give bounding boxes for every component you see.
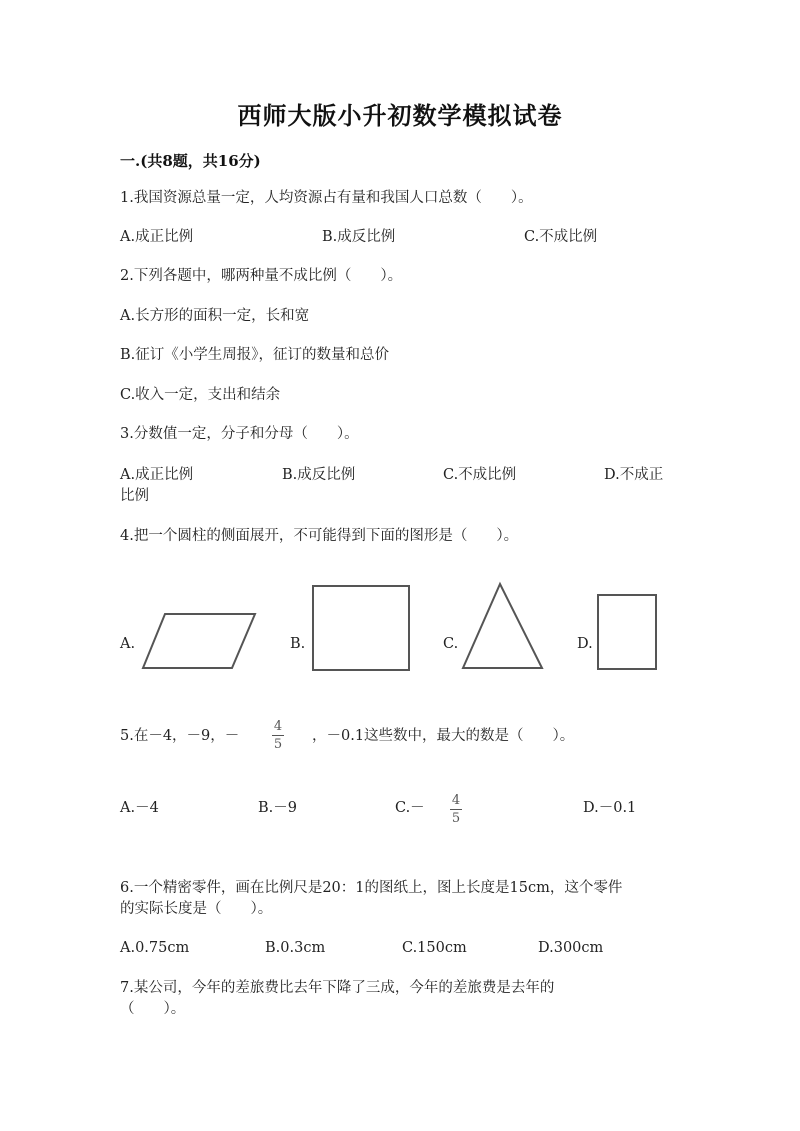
question-3-option-a: A.成正比例 xyxy=(120,467,194,483)
question-7-stem-line2: （ ）。 xyxy=(120,1001,186,1017)
question-3-option-d-continued: 比例 xyxy=(120,488,149,504)
question-5-option-c: C.－ xyxy=(395,800,425,816)
question-2-option-b: B.征订《小学生周报》，征订的数量和总价 xyxy=(120,347,390,363)
question-2-option-c: C.收入一定，支出和结余 xyxy=(120,387,281,403)
question-2-stem: 2.下列各题中，哪两种量不成比例（ ）。 xyxy=(120,268,403,284)
question-5-option-d: D.－0.1 xyxy=(583,800,637,816)
question-6-stem-line2: 的实际长度是（ ）。 xyxy=(120,901,273,917)
question-5-option-b: B.－9 xyxy=(258,800,297,816)
question-3-option-d: D.不成正 xyxy=(604,467,664,483)
question-1-option-a: A.成正比例 xyxy=(120,229,194,245)
question-5-stem-part2: ，－0.1这些数中，最大的数是（ ）。 xyxy=(312,728,575,744)
rectangle-shape xyxy=(596,593,658,671)
fraction-bar xyxy=(450,809,462,810)
fraction-denominator: 5 xyxy=(273,737,283,752)
question-6-option-d: D.300cm xyxy=(538,940,604,956)
question-5-option-a: A.－4 xyxy=(120,800,159,816)
triangle-shape xyxy=(460,582,546,672)
question-5-stem-part1: 5.在－4，－9，－ xyxy=(120,728,240,744)
question-4-option-a-label: A. xyxy=(120,636,136,652)
square-shape xyxy=(311,584,411,672)
fraction-numerator: 4 xyxy=(451,793,461,808)
fraction-bar xyxy=(272,735,284,736)
parallelogram-shape xyxy=(140,612,260,672)
fraction-four-fifths xyxy=(272,719,284,752)
question-7-stem-line1: 7.某公司，今年的差旅费比去年下降了三成，今年的差旅费是去年的 xyxy=(120,980,555,996)
question-6-option-b: B.0.3cm xyxy=(265,940,326,956)
question-3-option-c: C.不成比例 xyxy=(443,467,517,483)
question-6-option-a: A.0.75cm xyxy=(120,940,190,956)
option-c-fraction-four-fifths xyxy=(450,793,462,826)
question-4-option-c-label: C. xyxy=(443,636,459,652)
question-1-stem: 1.我国资源总量一定，人均资源占有量和我国人口总数（ ）。 xyxy=(120,190,533,206)
question-2-option-a: A.长方形的面积一定，长和宽 xyxy=(120,308,310,324)
page-title: 西师大版小升初数学模拟试卷 xyxy=(237,101,563,130)
fraction-numerator: 4 xyxy=(273,719,283,734)
question-4-option-d-label: D. xyxy=(577,636,593,652)
question-6-stem-line1: 6.一个精密零件，画在比例尺是20：1的图纸上，图上长度是15cm，这个零件 xyxy=(120,880,623,896)
fraction-denominator: 5 xyxy=(451,811,461,826)
question-4-stem: 4.把一个圆柱的侧面展开，不可能得到下面的图形是（ ）。 xyxy=(120,528,519,544)
section-heading: 一.(共8题，共16分) xyxy=(120,152,261,170)
question-1-option-b: B.成反比例 xyxy=(322,229,396,245)
question-6-option-c: C.150cm xyxy=(402,940,467,956)
question-4-option-b-label: B. xyxy=(290,636,306,652)
question-1-option-c: C.不成比例 xyxy=(524,229,598,245)
question-3-stem: 3.分数值一定，分子和分母（ ）。 xyxy=(120,426,359,442)
question-3-option-b: B.成反比例 xyxy=(282,467,356,483)
